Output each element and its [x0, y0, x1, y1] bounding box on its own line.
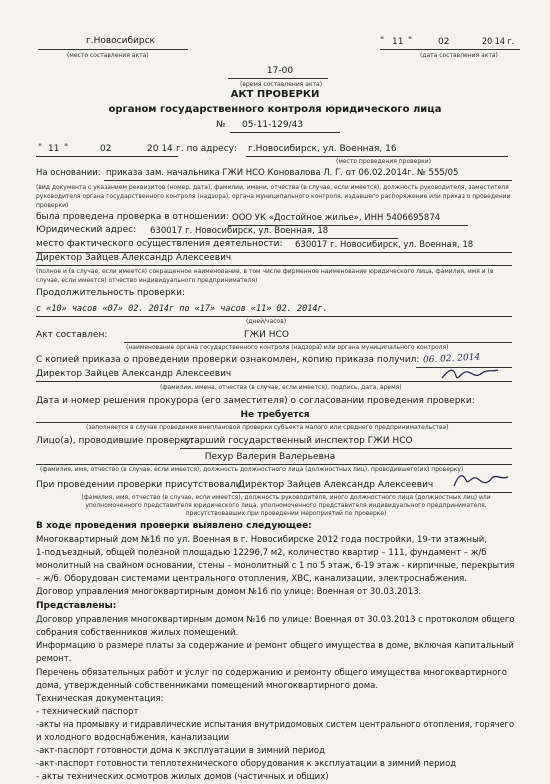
findings-line: монолитный на свайном основании, стены – монолитный с 1 по 5 этаж, 6-19 этаж - кирпичные, перекрытия: [36, 561, 515, 571]
number-underline: [230, 132, 340, 133]
presented-line: Перечень обязательных работ и услуг по содержанию и ремонту общего имущества многоквартирного: [36, 668, 507, 678]
actual-place: 630017 г. Новосибирск, ул. Военная, 18: [295, 240, 474, 250]
act-date-day: 11: [392, 37, 404, 47]
composed-by-underline: [124, 342, 512, 343]
director-caption: (полное и (в случае, если имеется) сокращенное наименование, в том числе фирменное наименование юридического лица, фамилия, имя и (в случае, если имеется) отчество индивидуального предпринимателя): [36, 268, 494, 284]
composed-by-caption: (наименование органа государственного контроля (надзора) или органа муниципального контроля): [126, 344, 449, 351]
inspection-date-day: 11: [48, 144, 60, 154]
prosecutor-value: Не требуется: [240, 410, 310, 420]
time-caption: (время составления акта): [240, 81, 323, 88]
present-caption: (фамилия, имя, отчество (в случае, если имеется), должность руководителя, иного должностного лица (должностных лиц) или уполномоченного представителя юридического лица, уполномоченного представителя индивидуального предпринимателя, присутствовавших при проведении мероприятий по проверке): [81, 494, 491, 517]
composed-by-label: Акт составлен:: [36, 330, 108, 340]
inspection-date-month: 02: [100, 144, 112, 154]
inspection-date-year: 20 14: [147, 144, 173, 154]
inspection-date-close-quote: ": [64, 143, 69, 153]
presented-line: дома, утвержденный собственниками помещений многоквартирного дома.: [36, 681, 379, 691]
inspector-label: Лицо(а), проводившие проверку:: [36, 436, 194, 446]
act-number: 05-11-129/43: [242, 120, 304, 130]
director-signature-2: [450, 470, 510, 492]
inspector-name-underline: [36, 464, 512, 465]
present-value: Директор Зайцев Александр Алексеевич: [238, 480, 434, 490]
address-underline-2: [246, 156, 508, 157]
address-label: г. по адресу:: [176, 144, 237, 154]
findings-line: 1-подъездный, общей полезной площадью 12296,7 м2, количество квартир – 111, фундамент – ж/б: [36, 548, 487, 558]
act-date-close-quote: ": [408, 36, 413, 46]
findings-line: – ж/б. Оборудован системами центрального отопления, ХВС, канализации, электроснабжения.: [36, 574, 467, 584]
director-underline: [36, 265, 512, 266]
presented-line: собрания собственников жилых помещений.: [36, 628, 239, 638]
inspector-caption: (фамилия, имя, отчество (в случае, если имеется), должность должностного лица (должностных лиц), проводившего(их) проверку): [40, 466, 464, 473]
act-number-label: №: [216, 120, 226, 130]
presented-line: Техническая документация:: [36, 694, 164, 704]
act-subtitle: органом государственного контроля юридического лица: [108, 104, 442, 115]
inspector-name: Пехур Валерия Валерьевна: [204, 452, 336, 462]
composed-by-value: ГЖИ НСО: [244, 330, 289, 340]
act-title: АКТ ПРОВЕРКИ: [230, 89, 320, 100]
inspection-address: г.Новосибирск, ул. Военная, 16: [248, 144, 397, 154]
inspector-position: старший государственный инспектор ГЖИ НСО: [184, 436, 413, 446]
presented-line: -акт-паспорт готовности теплотехнического оборудования к эксплуатации в зимний период: [36, 759, 457, 769]
basis-label: На основании:: [36, 168, 101, 178]
date-underline: [380, 49, 520, 50]
legal-address: 630017 г. Новосибирск, ул. Военная, 18: [150, 226, 329, 236]
address-caption: (место проведения проверки): [336, 158, 432, 165]
presented-line: и холодного водоснабжения, канализации: [36, 733, 230, 743]
present-label: При проведении проверки присутствовали:: [36, 480, 245, 490]
time-underline: [228, 78, 328, 79]
inspection-date-open-quote: ": [38, 143, 43, 153]
findings-line: Многоквартирный дом №16 по ул. Военная в г. Новосибирске 2012 года постройки, 19-ти этажный,: [36, 535, 488, 545]
duration-label: Продолжительность проверки:: [36, 288, 185, 298]
inspector-underline: [180, 448, 512, 449]
actual-place-label: место фактического осуществления деятельности:: [36, 239, 283, 249]
presented-heading: Представлены:: [36, 601, 117, 611]
findings-heading: В ходе проведения проверки выявлено следующее:: [36, 521, 312, 531]
presented-line: Информацию о размере платы за содержание и ремонт общего имущества в доме, включая капитальный: [36, 641, 514, 651]
duration-underline: [36, 316, 512, 317]
presented-line: Договор управления многоквартирным домом №16 по улице: Военная от 30.03.2013 с протоколом общего: [36, 615, 515, 625]
address-underline: [36, 156, 178, 157]
legal-address-label: Юридический адрес:: [36, 225, 137, 235]
act-time: 17-00: [266, 66, 294, 76]
basis-caption: (вид документа с указанием реквизитов (номер, дата), фамилии, имени, отчества (в случае, если имеется), должность руководителя, заместителя руководителя органа государственного контроля (надзора), органа муниципального контроля, издавшего распоряжение или приказ о проведении проверки): [36, 184, 511, 209]
presented-line: -акт-паспорт готовности дома к эксплуатации в зимний период: [36, 746, 326, 756]
date-caption: (дата составления акта): [420, 52, 498, 59]
place-of-act: г.Новосибирск: [86, 36, 155, 46]
presented-line: - технический паспорт: [36, 707, 139, 717]
prosecutor-text: Дата и номер решения прокурора (его заместителя) о согласовании проведения проверки:: [36, 396, 475, 406]
copy-order-caption: (фамилии, имена, отчества (в случае, если имеется), подпись, дата, время): [160, 384, 402, 391]
inspected-label: была проведена проверка в отношении:: [36, 212, 229, 222]
place-caption: (место составления акта): [67, 52, 149, 59]
present-underline: [232, 492, 512, 493]
basis-value: приказа зам. начальника ГЖИ НСО Коновалова Л. Г. от 06.02.2014г. № 555/05: [106, 168, 459, 178]
prosecutor-caption: (заполняется в случае проведения внеплановой проверки субъекта малого или среднего предпринимательства): [86, 424, 449, 431]
director-signature-1: [440, 364, 500, 384]
act-date-year: 20 14 г.: [482, 37, 515, 47]
act-date-open-quote: ": [380, 36, 385, 46]
prosecutor-underline: [36, 422, 512, 423]
duration-value: с «10» часов «07» 02. 2014г по «17» часов «11» 02. 2014г.: [36, 304, 328, 314]
basis-underline: [104, 180, 512, 181]
copy-order-label: С копией приказа о проведении проверки ознакомлен, копию приказа получил:: [36, 355, 420, 365]
findings-line: Договор управления многоквартирным домом №16 по улице: Военная от 30.03.2013.: [36, 587, 422, 597]
act-date-month: 02: [438, 37, 450, 47]
copy-order-handwritten-date: 06. 02. 2014: [422, 352, 481, 366]
presented-line: - акты технических осмотров жилых домов (частичных и общих): [36, 772, 329, 782]
inspected-entity: ООО УК «Достойное жилье», ИНН 5406695874: [232, 213, 441, 223]
director-name: Директор Зайцев Александр Алексеевич: [36, 253, 232, 263]
presented-line: -акты на промывку и гидравлические испытания внутридомовых систем центрального отопления, горячего: [36, 720, 515, 730]
presented-line: ремонт.: [36, 654, 72, 664]
place-underline: [38, 49, 188, 50]
duration-caption: (дней/часов): [246, 318, 287, 325]
copy-order-director: Директор Зайцев Александр Алексеевич: [36, 369, 232, 379]
